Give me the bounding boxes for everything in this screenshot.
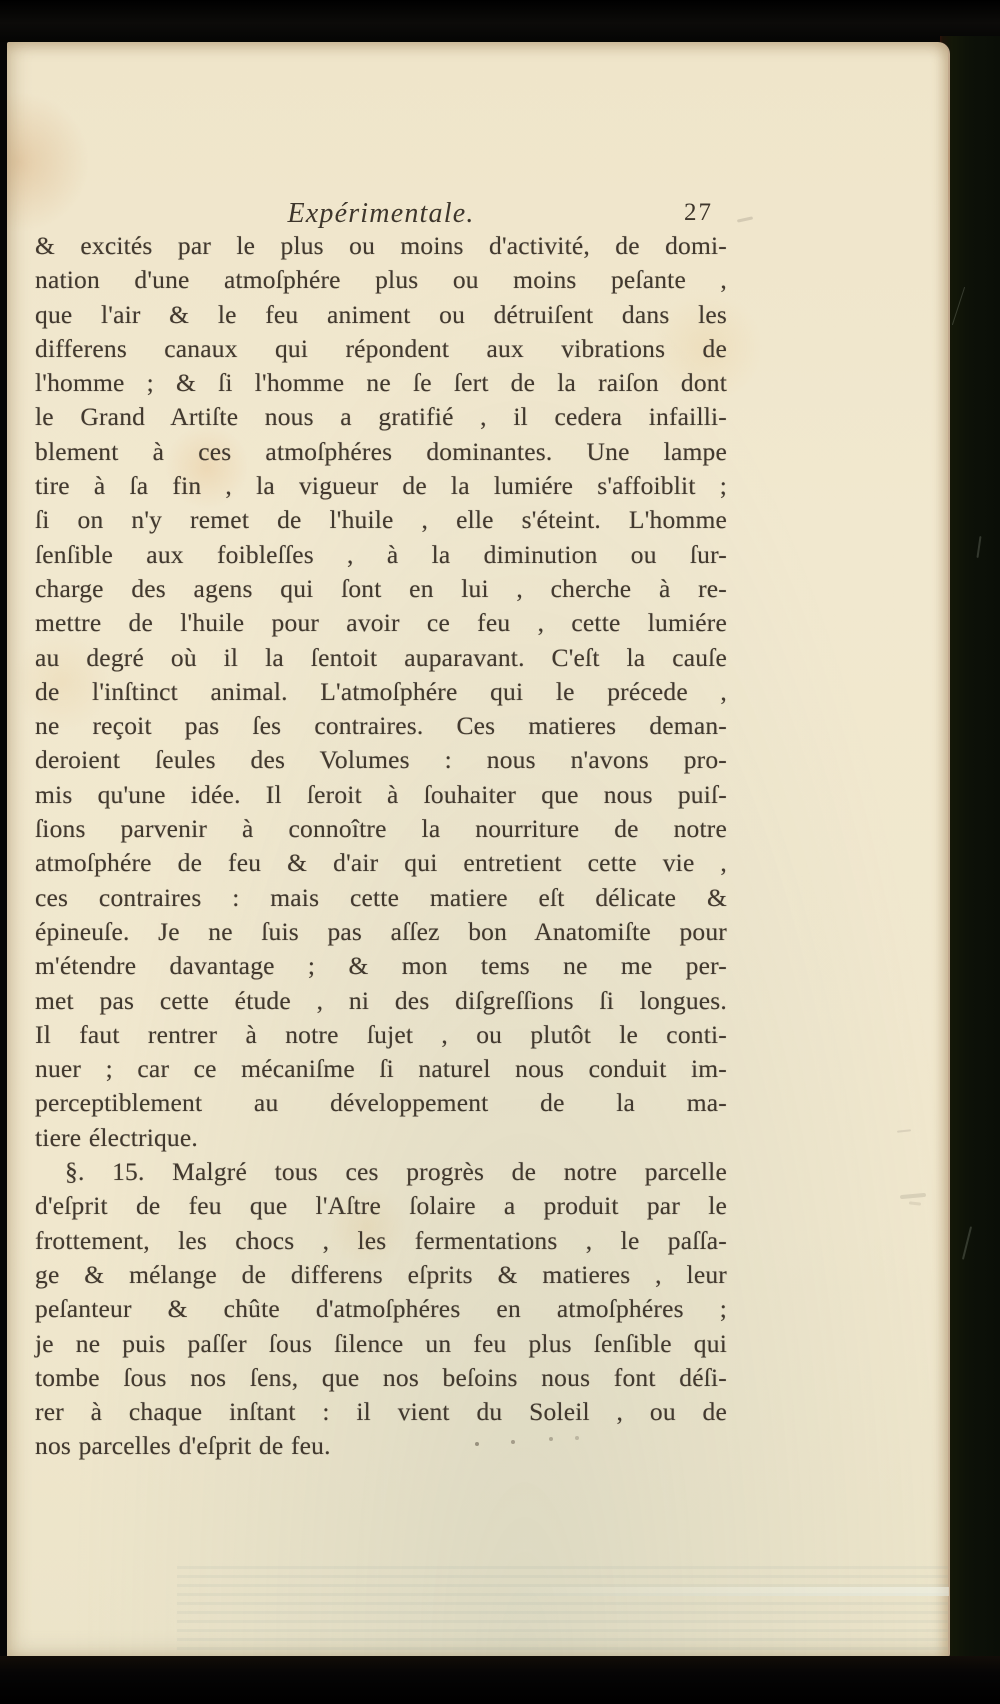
text-line: je ne puis paſſer ſous ſilence un feu plus ſenſible qui	[35, 1328, 727, 1358]
text-line: d'eſprit de feu que l'Aſtre ſolaire a produit par le	[35, 1191, 727, 1221]
text-line: épineuſe. Je ne ſuis pas aſſez bon Anatomiſte pour	[35, 916, 727, 946]
text-line: au degré où il la ſentoit auparavant. C'eſt la cauſe	[35, 642, 727, 672]
text-line: tombe ſous nos ſens, que nos beſoins nous font déſi-	[35, 1362, 727, 1392]
text-line: met pas cette étude , ni des diſgreſſions ſi longues.	[35, 985, 727, 1015]
faint-ink-dots	[475, 1442, 479, 1446]
text-line: differens canaux qui répondent aux vibrations de	[35, 333, 727, 363]
page-number: 27	[684, 199, 713, 226]
text-line: que l'air & le feu animent ou détruiſent dans les	[35, 299, 727, 329]
spine-scratch	[976, 536, 981, 558]
book-page	[7, 42, 950, 1658]
text-line: tire à ſa fin , la vigueur de la lumiére s'affoiblit ;	[35, 471, 727, 501]
text-line-paragraph-end: nos parcelles d'eſprit de feu.	[35, 1431, 331, 1461]
text-line: frottement, les chocs , les fermentations , le paſſa-	[35, 1225, 727, 1255]
text-line: ſions parvenir à connoître la nourriture de notre	[35, 814, 727, 844]
text-line: Il faut rentrer à notre ſujet , ou plutôt le conti-	[35, 1019, 727, 1049]
spine-scratch	[962, 1226, 972, 1259]
margin-mark	[909, 1201, 921, 1205]
background-bottom-band	[0, 1656, 1000, 1704]
text-line: mis qu'une idée. Il ſeroit à ſouhaiter que nous puiſ-	[35, 779, 727, 809]
text-line: ge & mélange de differens eſprits & matieres , leur	[35, 1259, 727, 1289]
text-line: peſanteur & chûte d'atmoſphéres en atmoſphéres ;	[35, 1294, 727, 1324]
margin-mark	[900, 1193, 926, 1199]
background-top-band	[0, 0, 1000, 42]
margin-mark	[737, 216, 753, 222]
text-line: l'homme ; & ſi l'homme ne ſe ſert de la raiſon dont	[35, 368, 727, 398]
text-line: atmoſphére de feu & d'air qui entretient cette vie ,	[35, 848, 727, 878]
text-line: ces contraires : mais cette matiere eſt délicate &	[35, 882, 727, 912]
margin-mark	[897, 1129, 911, 1132]
page-fore-edge-highlight	[496, 1587, 949, 1596]
spine-scratch	[952, 287, 965, 325]
text-line: deroient ſeules des Volumes : nous n'avons pro-	[35, 745, 727, 775]
text-line: m'étendre davantage ; & mon tems ne me per-	[35, 951, 727, 981]
text-line: ſi on n'y remet de l'huile , elle s'éteint. L'homme	[35, 505, 727, 535]
running-header	[35, 198, 727, 232]
body-text	[35, 229, 727, 1464]
text-line: & excités par le plus ou moins d'activité, de domi-	[35, 231, 727, 260]
text-line: nation d'une atmoſphére plus ou moins peſante ,	[35, 265, 727, 295]
text-line: nuer ; car ce mécaniſme ſi naturel nous conduit im-	[35, 1054, 727, 1084]
text-line: rer à chaque inſtant : il vient du Soleil , ou de	[35, 1397, 727, 1427]
page-title: Expérimentale.	[287, 198, 475, 229]
page-fore-edge-texture	[177, 1566, 948, 1658]
text-line-section-start: §. 15. Malgré tous ces progrès de notre parcelle	[65, 1157, 727, 1187]
text-line: charge des agens qui ſont en lui , cherche à re-	[35, 573, 727, 603]
text-line: le Grand Artiſte nous a gratifié , il cedera infailli-	[35, 402, 727, 432]
text-line: mettre de l'huile pour avoir ce feu , cette lumiére	[35, 608, 727, 638]
text-line: de l'inſtinct animal. L'atmoſphére qui le précede ,	[35, 676, 727, 706]
text-line-paragraph-end: tiere électrique.	[35, 1122, 198, 1152]
text-line: blement à ces atmoſphéres dominantes. Une lampe	[35, 436, 727, 466]
text-line: ſenſible aux foibleſſes , à la diminution ou ſur-	[35, 539, 727, 569]
text-line: ne reçoit pas ſes contraires. Ces matieres deman-	[35, 711, 727, 741]
text-line: perceptiblement au développement de la ma-	[35, 1088, 727, 1118]
